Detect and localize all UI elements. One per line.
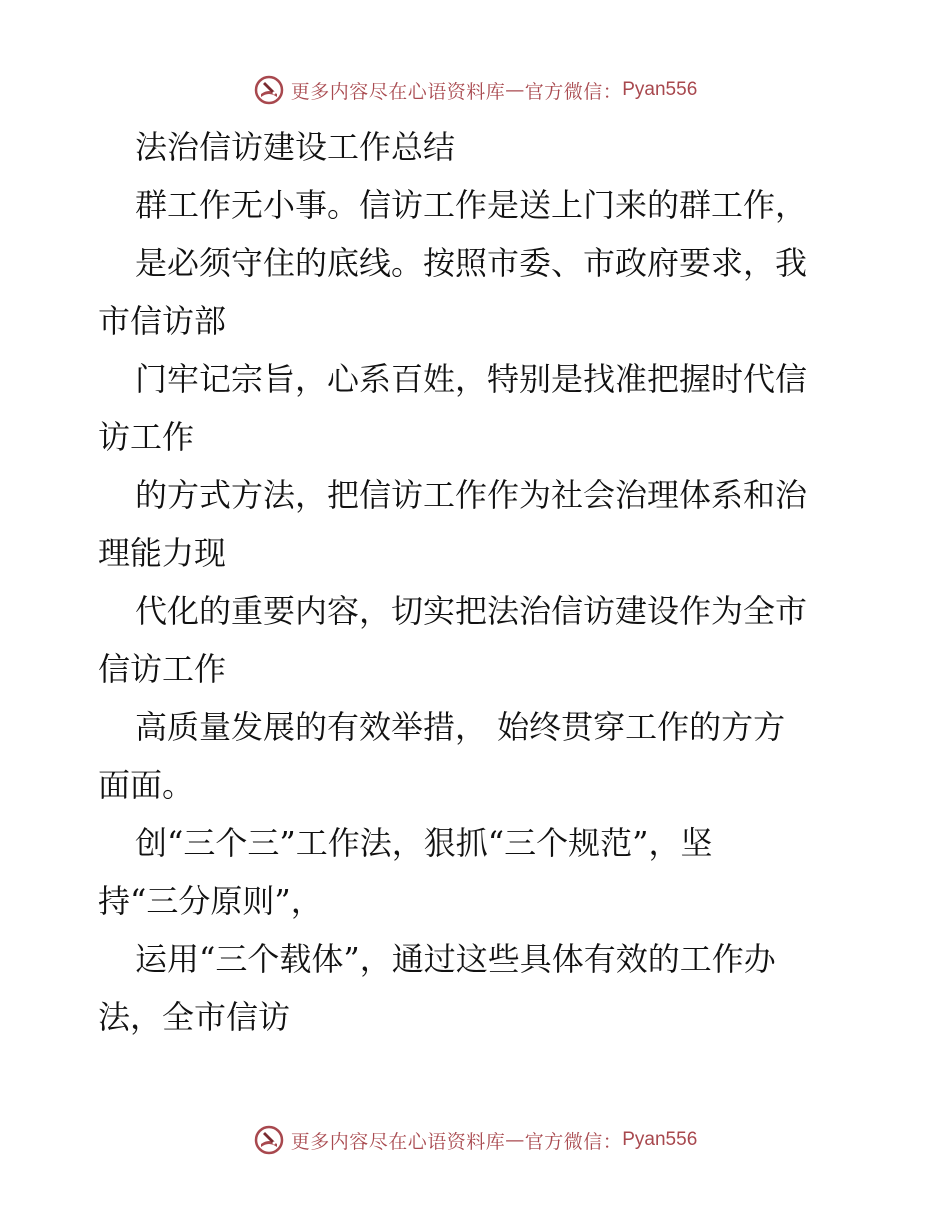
site-slogan: 更多内容尽在心语资料库 (290, 80, 506, 103)
footer-banner (0, 1120, 950, 1160)
banner-separator: — (505, 1129, 525, 1151)
text-line: 面面。 (98, 766, 195, 804)
wechat-label: 官方微信： (524, 80, 623, 103)
site-slogan: 更多内容尽在心语资料库 (290, 1130, 506, 1153)
text-line: 群工作无小事。信访工作是送上门来的群工作， (135, 186, 808, 224)
text-line: 门牢记宗旨，心系百姓，特别是找准把握时代信 (135, 360, 808, 398)
text-line: 市信访部 (98, 302, 227, 340)
header-banner (0, 70, 950, 110)
wechat-account: Pyan556 (622, 1129, 698, 1150)
text-line: 持“三分原则”， (98, 882, 323, 920)
text-line: 是必须守住的底线。按照市委、市政府要求，我 (135, 244, 808, 282)
banner-separator: — (505, 79, 525, 101)
text-line: 法，全市信访 (98, 998, 291, 1036)
document-title: 法治信访建设工作总结 (135, 128, 456, 166)
text-line: 访工作 (98, 418, 195, 456)
text-line: 信访工作 (98, 650, 227, 688)
book-pen-logo-icon (253, 74, 285, 106)
wechat-label: 官方微信： (524, 1130, 623, 1153)
text-line: 创“三个三”工作法，狠抓“三个规范”，坚 (135, 824, 713, 862)
text-line: 高质量发展的有效举措， 始终贯穿工作的方方 (135, 708, 786, 746)
text-line: 运用“三个载体”，通过这些具体有效的工作办 (135, 940, 776, 978)
text-line: 代化的重要内容，切实把法治信访建设作为全市 (135, 592, 808, 630)
wechat-account: Pyan556 (622, 79, 698, 100)
book-pen-logo-icon (253, 1124, 285, 1156)
text-line: 的方式方法，把信访工作作为社会治理体系和治 (135, 476, 808, 514)
text-line: 理能力现 (98, 534, 227, 572)
